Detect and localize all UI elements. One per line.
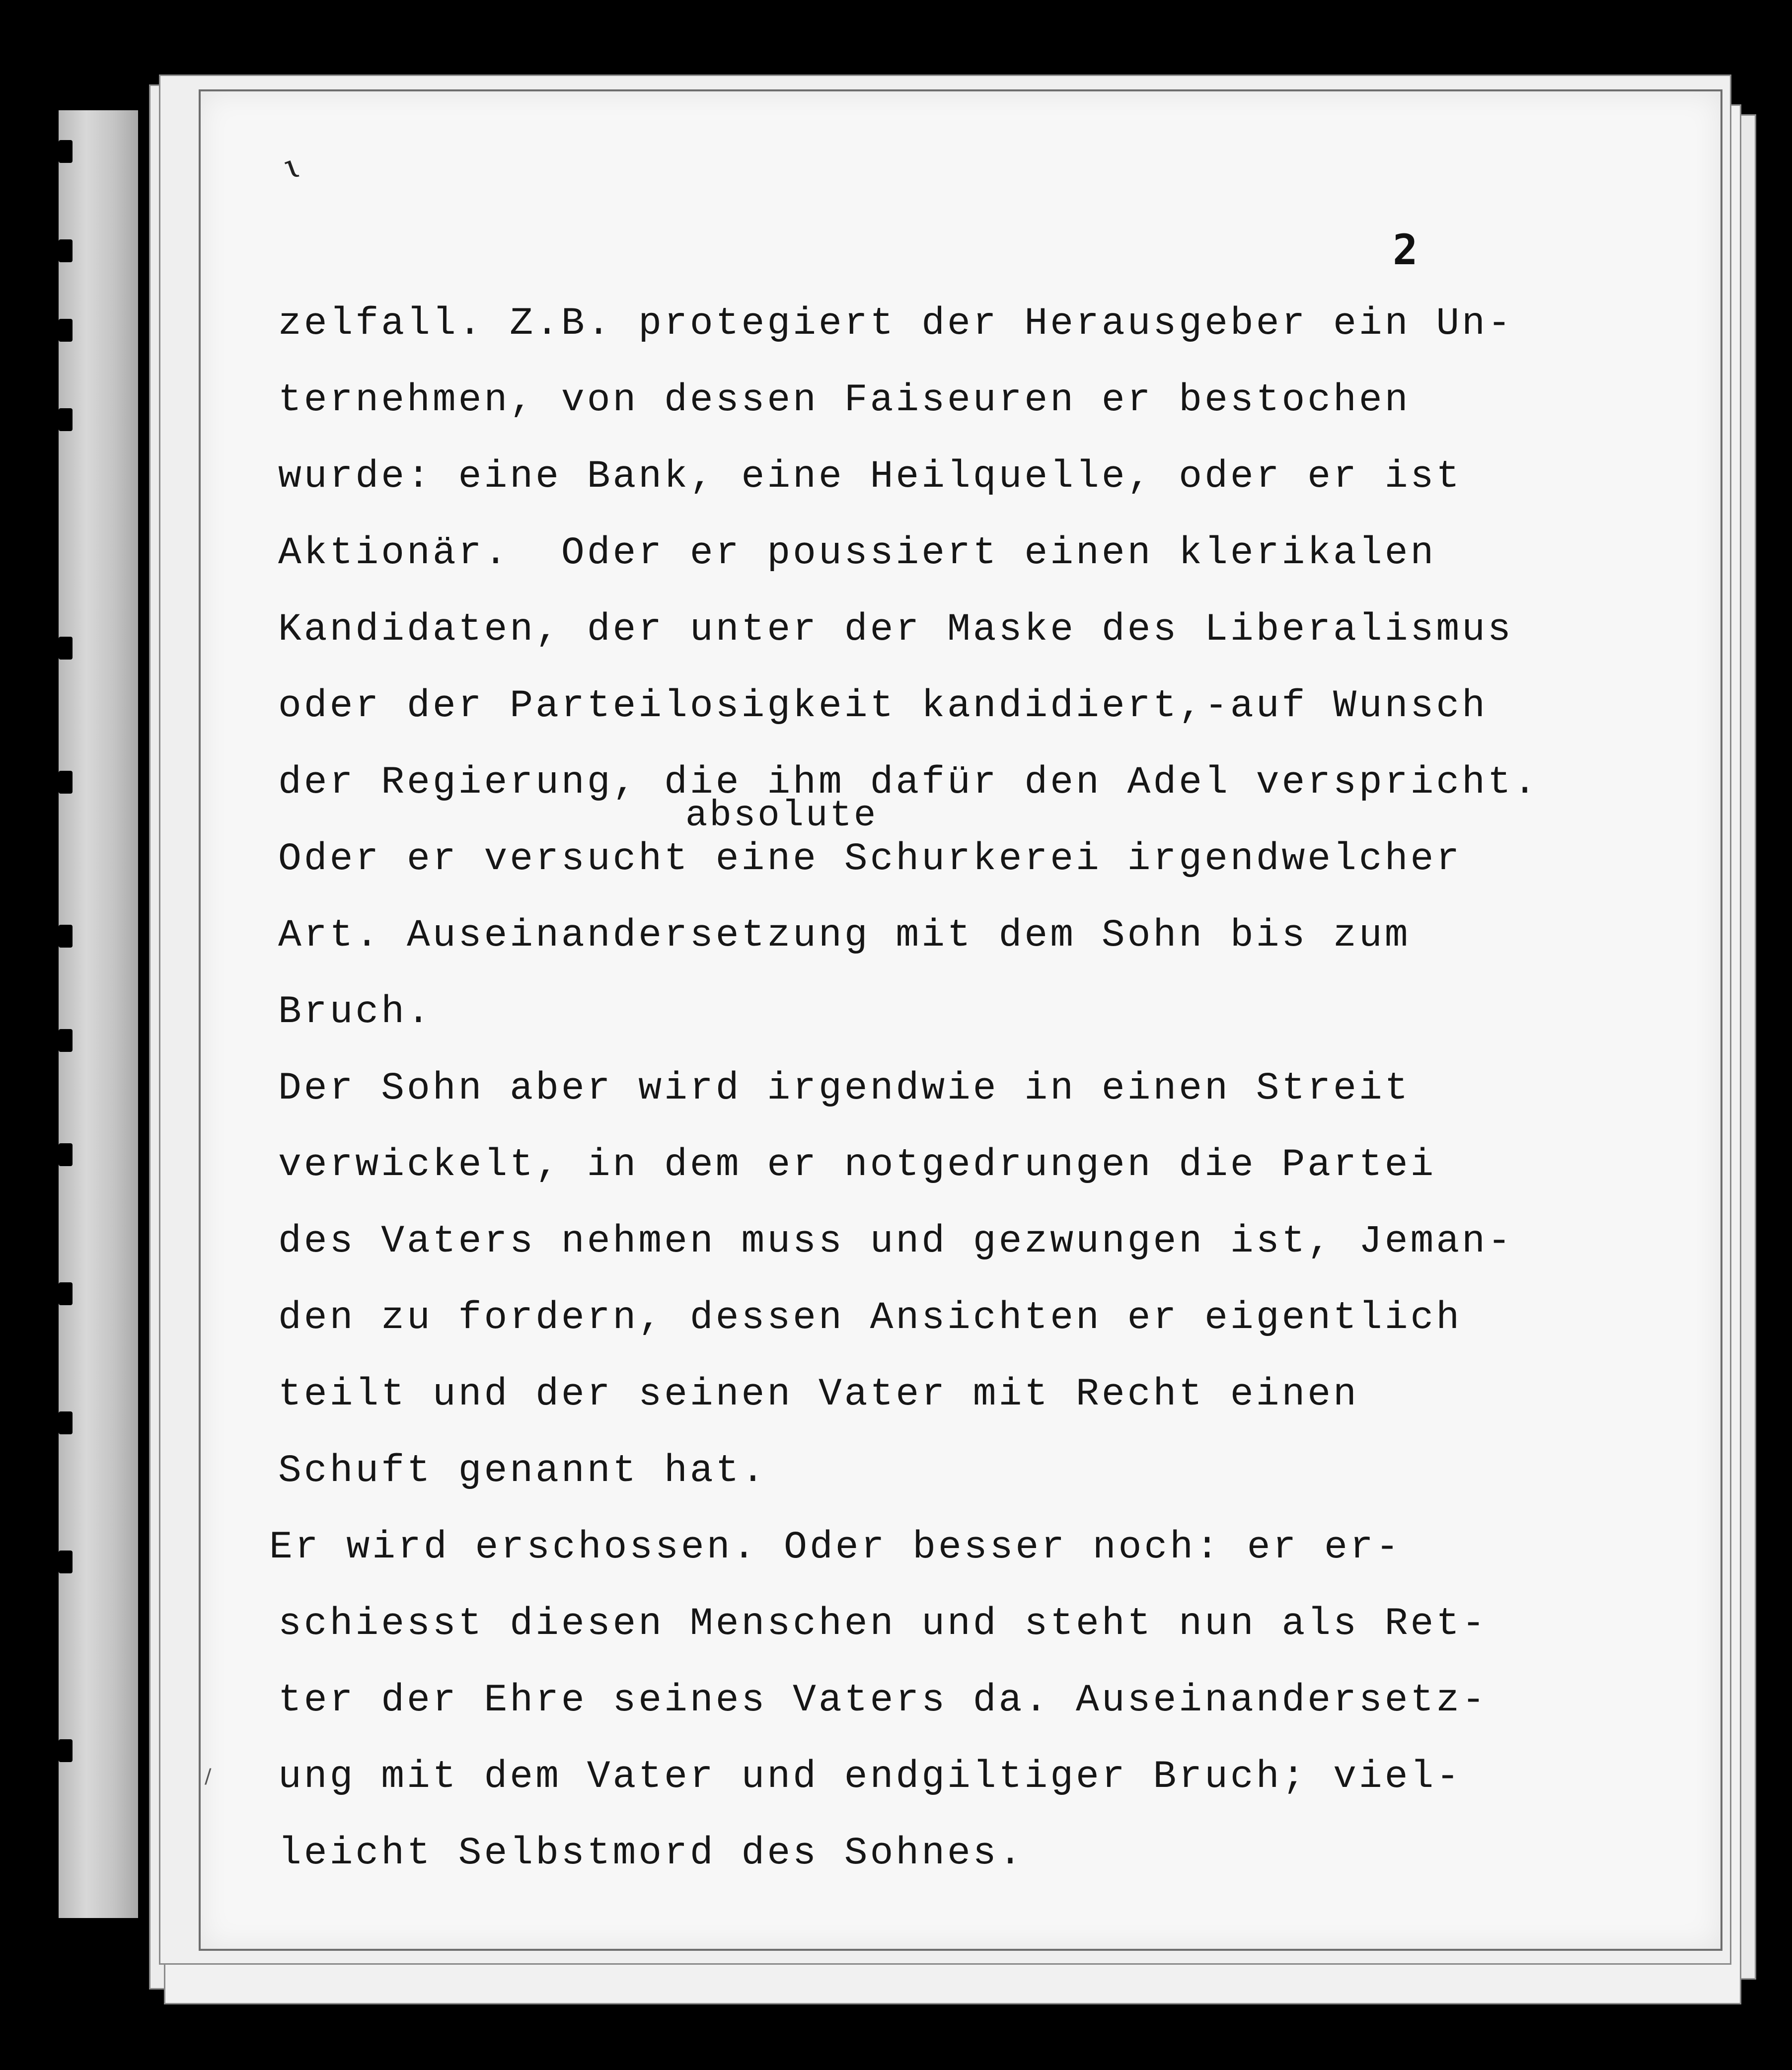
binding-hole	[59, 1143, 73, 1166]
text-line: ter der Ehre seines Vaters da. Auseinandersetz-	[278, 1679, 1488, 1722]
text-line: den zu fordern, dessen Ansichten er eigentlich	[278, 1296, 1462, 1340]
binding-hole	[59, 1739, 73, 1762]
binding-hole	[59, 1282, 73, 1305]
binding-hole	[59, 637, 73, 660]
text-line: ung mit dem Vater und endgiltiger Bruch; viel-	[278, 1755, 1462, 1799]
text-line: ternehmen, von dessen Faiseuren er bestochen	[278, 378, 1411, 422]
binding-hole	[59, 925, 73, 948]
text-line: zelfall. Z.B. protegiert der Herausgeber ein Un-	[278, 302, 1513, 346]
margin-tick: /	[205, 1765, 212, 1788]
text-line: des Vaters nehmen muss und gezwungen ist, Jeman-	[278, 1220, 1513, 1263]
page-number: 2	[1393, 225, 1418, 274]
binding-strip	[59, 110, 138, 1918]
binding-hole	[59, 1411, 73, 1434]
text-line: der Regierung, die ihm dafür den Adel verspricht.	[278, 761, 1539, 805]
binding-hole	[59, 771, 73, 794]
text-line: Bruch.	[278, 990, 433, 1034]
binding-hole	[59, 1029, 73, 1052]
text-line: Oder er versucht eine Schurkerei irgendwelcher	[278, 837, 1462, 881]
binding-hole	[59, 239, 73, 262]
text-line: wurde: eine Bank, eine Heilquelle, oder er ist	[278, 455, 1462, 499]
text-line: verwickelt, in dem er notgedrungen die Partei	[278, 1143, 1436, 1187]
binding-hole	[59, 1551, 73, 1573]
binding-hole	[59, 408, 73, 431]
binding-hole	[59, 319, 73, 342]
text-line: Der Sohn aber wird irgendwie in einen Streit	[278, 1067, 1411, 1110]
text-line: leicht Selbstmord des Sohnes.	[278, 1832, 1025, 1875]
margin-mark: ɩ	[278, 145, 305, 188]
binding-hole	[59, 140, 73, 163]
text-line: Schuft genannt hat.	[278, 1449, 767, 1493]
typescript-body: zelfall. Z.B. protegiert der Herausgeber ein Un- ternehmen, von dessen Faiseuren er bestochen wurde: eine Bank, eine Heilquelle, oder er ist Aktionär. Oder er poussiert einen klerikalen Kandidaten, der unter der Maske des Liberalismus oder der Parteilosigkeit kandidiert,-auf Wunsch der Regierung, die ihm dafür den Adel verspricht. absolute Oder er versucht eine Schurkerei irgendwelcher Art. Auseinandersetzung mit dem Sohn bis zum Bruch. Der Sohn aber wird irgendwie in einen Streit verwickelt, in dem er notgedrungen die Partei des Vaters nehmen muss und gezwungen ist, Jeman- den zu fordern, dessen Ansichten er eigentlich teilt und der seinen Vater mit Recht einen Schuft genannt hat. Er wird erschossen. Oder besser noch: er er- schiesst diesen Menschen und steht nun als Ret- ter der Ehre seines Vaters da. Auseinandersetz- ung mit dem Vater und endgiltiger Bruch; viel- leicht Selbstmord des Sohnes.	[278, 286, 1619, 1892]
text-line: Er wird erschossen. Oder besser noch: er er-	[269, 1526, 1402, 1569]
text-line: Kandidaten, der unter der Maske des Liberalismus	[278, 608, 1513, 652]
text-line: teilt und der seinen Vater mit Recht einen	[278, 1373, 1359, 1416]
text-line: oder der Parteilosigkeit kandidiert,-auf Wunsch	[278, 684, 1488, 728]
text-line: Art. Auseinandersetzung mit dem Sohn bis zum	[278, 914, 1411, 958]
text-line: Aktionär. Oder er poussiert einen klerikalen	[278, 531, 1436, 575]
text-line: schiesst diesen Menschen und steht nun als Ret-	[278, 1602, 1488, 1646]
